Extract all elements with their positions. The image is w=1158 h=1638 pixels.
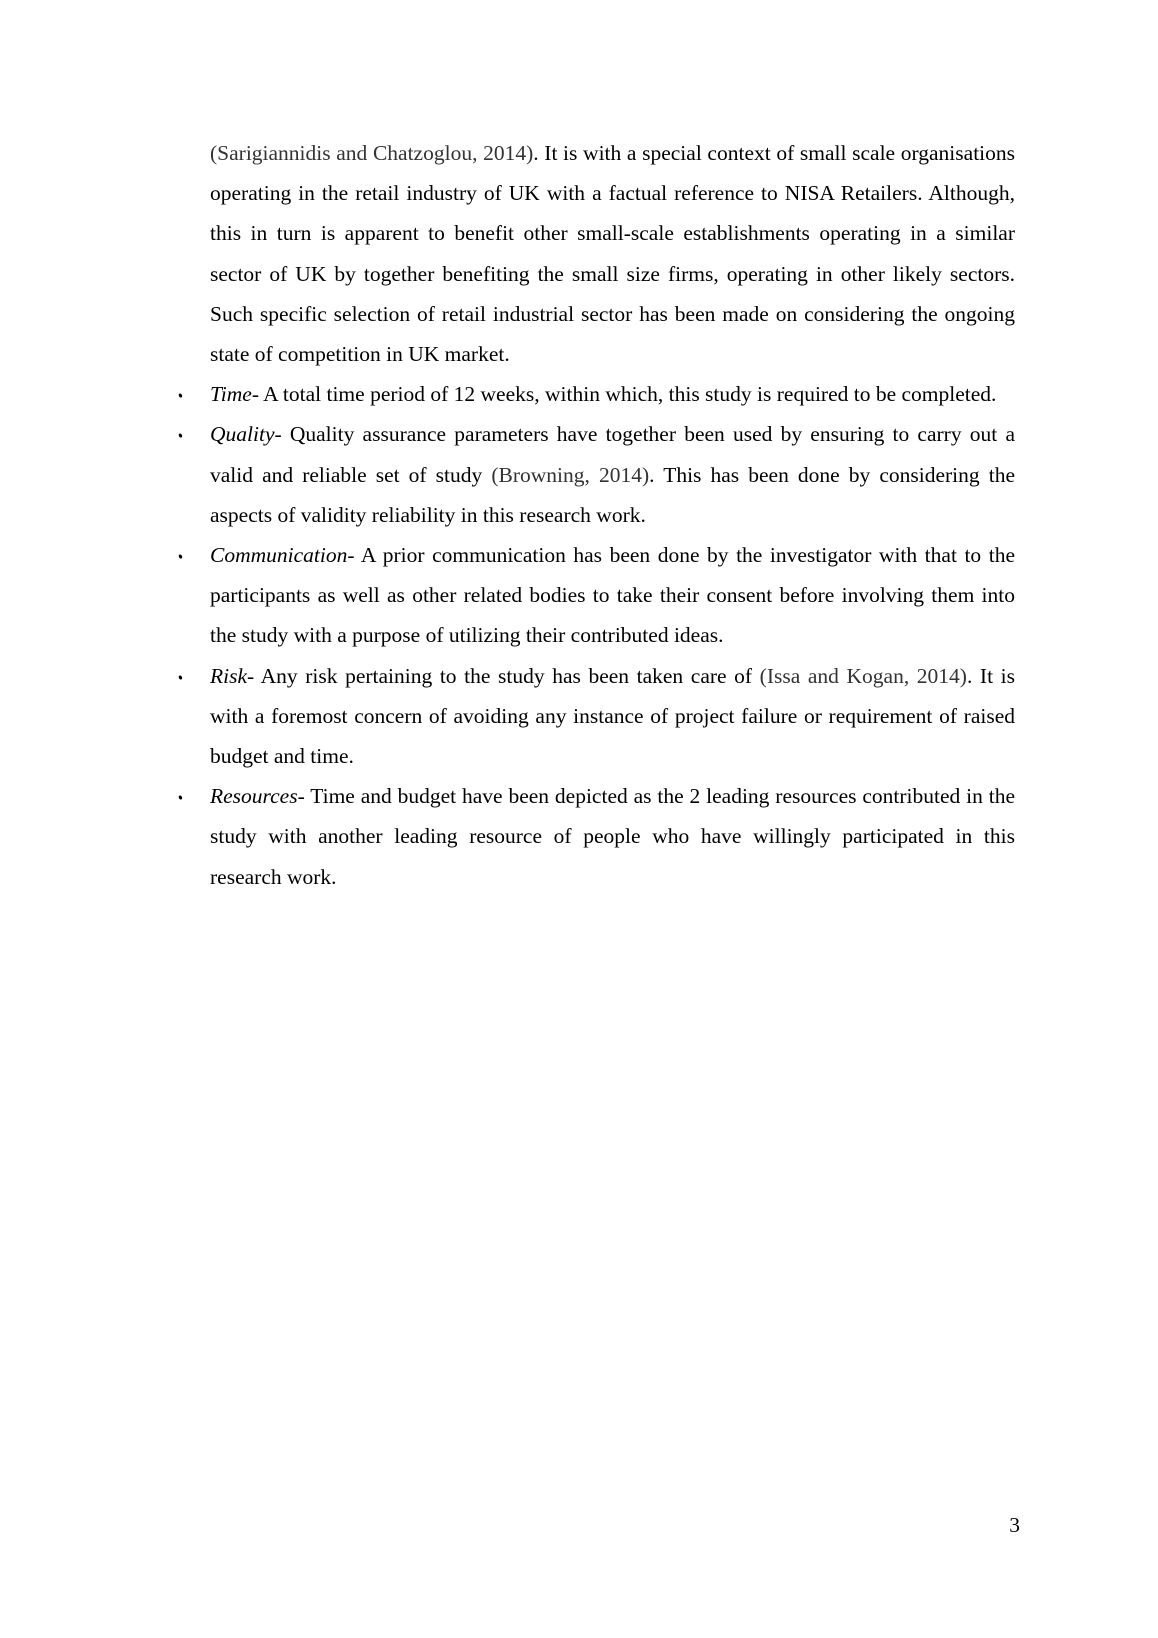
item-text: . It is with a foremost concern of avoiding any instance of project failure or requirement of raised budget and time. [210, 663, 1015, 769]
paragraph-text: . It is with a special context of small scale organisations operating in the retail industry of UK with a factual reference to NISA Retailers. Although, this in turn is apparent to benefit other small-scale establishments operating in a similar sector of UK by together benefiting the small size firms, operating in other likely sectors. Such specific selection of retail industrial sector has been made on considering the ongoing state of competition in UK market. [210, 141, 1016, 367]
list-item-risk [173, 656, 1015, 777]
term-label: Time [210, 382, 252, 407]
item-text: - Quality assurance parameters have together been used by ensuring to carry out a valid and reliable set of study [210, 422, 1015, 487]
bullet-icon: • [173, 787, 188, 808]
citation: (Issa and Kogan, 2014) [759, 663, 967, 688]
term-label: Communication [210, 543, 348, 568]
item-text: - A total time period of 12 weeks, within which, this study is required to be completed. [251, 382, 997, 407]
list-item-quality [173, 414, 1015, 535]
term-label: Resources [210, 784, 298, 809]
page-number: 3 [1009, 1513, 1020, 1537]
item-text: - A prior communication has been done by the investigator with that to the participants as well as other related bodies to take their consent before involving them into the study with a purpose of utilizing their contributed ideas. [210, 543, 1015, 648]
term-label: Quality [210, 422, 275, 447]
bullet-icon: • [173, 546, 188, 567]
document-body [173, 133, 1016, 897]
item-text: . This has been done by considering the aspects of validity reliability in this research work. [210, 462, 1015, 527]
bullet-icon: • [173, 385, 188, 406]
bullet-icon: • [173, 426, 188, 446]
citation: (Sarigiannidis and Chatzoglou, 2014) [210, 141, 534, 165]
list-item-resources [173, 776, 1015, 897]
item-text: - Any risk pertaining to the study has been taken care of [247, 663, 760, 688]
citation: (Browning, 2014) [491, 462, 650, 487]
list-item-time [173, 374, 1015, 414]
bullet-list [173, 374, 1015, 897]
list-item-communication [173, 535, 1015, 656]
item-text: - Time and budget have been depicted as the 2 leading resources contributed in the study with another leading resource of people who have willingly participated in this research work. [210, 784, 1015, 889]
intro-paragraph [210, 133, 1015, 374]
term-label: Risk [210, 663, 248, 688]
bullet-icon: • [173, 667, 188, 687]
